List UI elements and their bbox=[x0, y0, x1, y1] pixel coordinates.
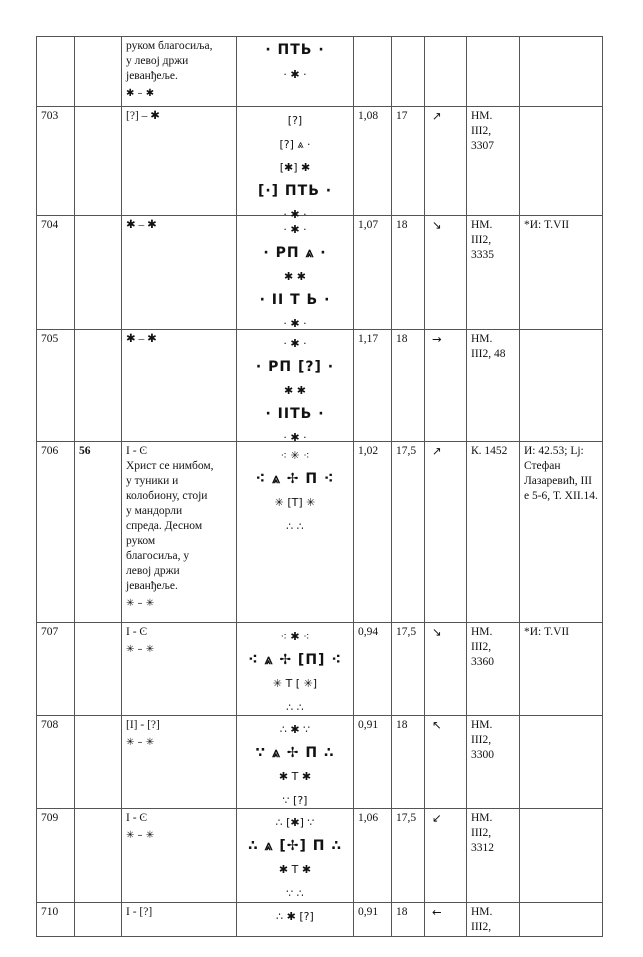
type-number bbox=[74, 107, 121, 215]
seal-line: ∴ ∴ bbox=[286, 519, 304, 533]
seal-line: · ✱ · bbox=[283, 223, 307, 236]
diameter-cell: 17,5 bbox=[391, 442, 424, 622]
catalogue-table bbox=[36, 36, 603, 937]
seal-line: ∴ ∴ bbox=[286, 700, 304, 714]
collection-cell: К. 1452 bbox=[466, 442, 519, 622]
legend-marker: ✳ – ✳ bbox=[126, 830, 155, 841]
description-line: руком bbox=[126, 535, 156, 547]
reference-cell bbox=[519, 107, 603, 215]
table-row bbox=[36, 36, 603, 107]
description-line: колобиону, стоји bbox=[126, 490, 208, 502]
collection-cell: НМ. III2, 3307 bbox=[466, 107, 519, 215]
seal-line: ∴ ⩓ [✢] П ∴ bbox=[247, 837, 343, 854]
type-number bbox=[74, 216, 121, 329]
description-line: І - Ͼ bbox=[126, 445, 148, 457]
reference-cell bbox=[519, 37, 603, 106]
catalogue-number bbox=[36, 37, 74, 106]
description-line: левој држи bbox=[126, 565, 180, 577]
catalogue-number: 703 bbox=[36, 107, 74, 215]
table-row bbox=[36, 623, 603, 716]
diameter-cell: 18 bbox=[391, 216, 424, 329]
legend-marker: ✱ – ✱ bbox=[126, 88, 155, 99]
seal-drawing bbox=[236, 37, 353, 106]
weight-cell: 1,06 bbox=[353, 809, 391, 902]
table-row bbox=[36, 442, 603, 623]
seal-line: ✱ Т ✱ bbox=[278, 770, 312, 784]
table-row bbox=[36, 330, 603, 445]
description-line: благосиља, у bbox=[126, 550, 190, 562]
diameter-cell bbox=[391, 37, 424, 106]
seal-line: · РП [?] · bbox=[255, 358, 335, 375]
type-number bbox=[74, 37, 121, 106]
description-line: у туники и bbox=[126, 475, 179, 487]
weight-cell: 0,91 bbox=[353, 903, 391, 936]
seal-drawing bbox=[236, 107, 353, 222]
description-line: спреда. Десном bbox=[126, 520, 203, 532]
seal-line: · ІІ Т Ь · bbox=[259, 291, 331, 308]
description-cell bbox=[121, 37, 236, 106]
diameter-cell: 18 bbox=[391, 716, 424, 808]
seal-line: · ✱ · bbox=[283, 67, 307, 81]
collection-cell: НМ. III2, 3335 bbox=[466, 216, 519, 329]
seal-line: ∵ ⩓ ✢ П ∴ bbox=[255, 744, 335, 761]
seal-line: · ✱ · bbox=[283, 317, 307, 331]
description-cell bbox=[121, 716, 236, 808]
description-line: руком благосиља, bbox=[126, 40, 213, 52]
seal-line: ✱ ✱ bbox=[284, 270, 306, 284]
type-number bbox=[74, 716, 121, 808]
seal-line: ∴ [✱] ∵ bbox=[275, 816, 315, 829]
legend-marker: ✳ – ✳ bbox=[126, 598, 155, 609]
reference-cell bbox=[519, 716, 603, 808]
reference-cell bbox=[519, 903, 603, 936]
seal-line: ⁖ ✱ ⁖ bbox=[280, 630, 310, 643]
description-line: І - Ͼ bbox=[126, 626, 148, 638]
axis-arrow-icon: ← bbox=[432, 905, 442, 919]
seal-line: ⁖ ⩓ ✢ [П] ⁖ bbox=[248, 651, 342, 668]
seal-line: ∵ [?] bbox=[282, 793, 308, 807]
diameter-cell: 18 bbox=[391, 330, 424, 441]
description-line: Христ се нимбом, bbox=[126, 460, 214, 472]
weight-cell: 1,17 bbox=[353, 330, 391, 441]
seal-line: · ПТЬ · bbox=[265, 42, 325, 58]
collection-cell: НМ. III2, 3360 bbox=[466, 623, 519, 715]
type-number: 56 bbox=[74, 442, 121, 622]
seal-line: ⁖ ✳ ⁖ bbox=[280, 449, 310, 462]
reference-cell bbox=[519, 809, 603, 902]
type-number bbox=[74, 623, 121, 715]
catalogue-number: 707 bbox=[36, 623, 74, 715]
die-axis-cell bbox=[424, 903, 466, 936]
seal-line: [?] bbox=[287, 114, 303, 127]
collection-cell: НМ. III2, 48 bbox=[466, 330, 519, 441]
description-cell bbox=[121, 809, 236, 902]
seal-drawing bbox=[236, 442, 353, 622]
seal-drawing bbox=[236, 330, 353, 445]
seal-line: ∵ ∴ bbox=[286, 886, 304, 900]
seal-line: · ✱ · bbox=[283, 337, 307, 350]
catalogue-number: 709 bbox=[36, 809, 74, 902]
seal-drawing bbox=[236, 716, 353, 808]
description-line: јеванђеље. bbox=[126, 70, 178, 82]
type-number bbox=[74, 330, 121, 441]
catalogue-number: 708 bbox=[36, 716, 74, 808]
axis-arrow-icon: ↗ bbox=[432, 444, 442, 458]
weight-cell: 0,91 bbox=[353, 716, 391, 808]
diameter-cell: 17,5 bbox=[391, 623, 424, 715]
die-axis-cell bbox=[424, 442, 466, 622]
reference-cell: И: 42.53; Lj: Стефан Лазаревић, III е 5-6, Т. XII.14. bbox=[519, 442, 603, 622]
seal-line: ✳ [Т] ✳ bbox=[274, 496, 316, 510]
seal-line: · ✱ · bbox=[283, 431, 307, 445]
seal-drawing bbox=[236, 216, 353, 329]
description-cell bbox=[121, 330, 236, 441]
diameter-cell: 18 bbox=[391, 903, 424, 936]
catalogue-number: 705 bbox=[36, 330, 74, 441]
seal-line: ⁖ ⩓ ✢ П ⁖ bbox=[255, 470, 335, 487]
type-number bbox=[74, 903, 121, 936]
weight-cell bbox=[353, 37, 391, 106]
weight-cell: 0,94 bbox=[353, 623, 391, 715]
catalogue-number: 706 bbox=[36, 442, 74, 622]
description-line: ✱ – ✱ bbox=[126, 333, 157, 345]
catalogue-number: 710 bbox=[36, 903, 74, 936]
table-row bbox=[36, 809, 603, 903]
catalogue-number: 704 bbox=[36, 216, 74, 329]
description-line: јеванђеље. bbox=[126, 580, 178, 592]
seal-line: [✱] ✱ bbox=[279, 161, 311, 175]
seal-line: ✱ Т ✱ bbox=[278, 863, 312, 877]
diameter-cell: 17,5 bbox=[391, 809, 424, 902]
table-row bbox=[36, 716, 603, 809]
collection-cell: НМ. III2, 3300 bbox=[466, 716, 519, 808]
axis-arrow-icon: ↘ bbox=[432, 218, 442, 232]
axis-arrow-icon: ↘ bbox=[432, 625, 442, 639]
seal-line: [·] ПТЬ · bbox=[257, 182, 333, 199]
reference-cell bbox=[519, 330, 603, 441]
description-cell bbox=[121, 623, 236, 715]
collection-cell bbox=[466, 37, 519, 106]
description-cell bbox=[121, 442, 236, 622]
description-cell bbox=[121, 216, 236, 329]
table-row bbox=[36, 903, 603, 937]
seal-line: · ІІТЬ · bbox=[265, 405, 325, 422]
die-axis-cell bbox=[424, 623, 466, 715]
die-axis-cell bbox=[424, 330, 466, 441]
seal-line: · РП ⩓ · bbox=[263, 244, 327, 261]
die-axis-cell bbox=[424, 809, 466, 902]
seal-line: [?] ⩓ · bbox=[279, 137, 311, 151]
seal-line: ∴ ✱ ∵ bbox=[279, 723, 311, 736]
reference-cell: *И: T.VII bbox=[519, 623, 603, 715]
description-line: І - Ͼ bbox=[126, 812, 148, 824]
collection-cell: НМ. III2, 3312 bbox=[466, 809, 519, 902]
axis-arrow-icon: → bbox=[432, 332, 442, 346]
table-row bbox=[36, 107, 603, 222]
description-line: [І] - [?] bbox=[126, 719, 160, 731]
type-number bbox=[74, 809, 121, 902]
legend-marker: ✳ – ✳ bbox=[126, 644, 155, 655]
description-line: [?] – ✱ bbox=[126, 110, 160, 122]
table-row bbox=[36, 216, 603, 330]
description-line: у левој држи bbox=[126, 55, 189, 67]
collection-cell: НМ. III2, bbox=[466, 903, 519, 936]
seal-drawing bbox=[236, 809, 353, 902]
description-cell bbox=[121, 107, 236, 215]
die-axis-cell bbox=[424, 216, 466, 329]
weight-cell: 1,02 bbox=[353, 442, 391, 622]
axis-arrow-icon: ↙ bbox=[432, 811, 442, 825]
diameter-cell: 17 bbox=[391, 107, 424, 215]
reference-cell: *И: T.VII bbox=[519, 216, 603, 329]
seal-line: ✱ ✱ bbox=[284, 384, 306, 398]
die-axis-cell bbox=[424, 37, 466, 106]
description-line: у мандорли bbox=[126, 505, 183, 517]
description-line: ✱ – ✱ bbox=[126, 219, 157, 231]
description-line: І - [?] bbox=[126, 906, 153, 918]
seal-line: · ✱ · bbox=[283, 208, 307, 222]
die-axis-cell bbox=[424, 716, 466, 808]
die-axis-cell bbox=[424, 107, 466, 215]
legend-marker: ✳ – ✳ bbox=[126, 737, 155, 748]
seal-drawing bbox=[236, 623, 353, 715]
seal-line: ∴ ✱ [?] bbox=[276, 910, 314, 923]
seal-line: ✳ Т [ ✳] bbox=[272, 677, 318, 691]
seal-drawing bbox=[236, 903, 353, 936]
weight-cell: 1,07 bbox=[353, 216, 391, 329]
axis-arrow-icon: ↗ bbox=[432, 109, 442, 123]
description-cell bbox=[121, 903, 236, 936]
axis-arrow-icon: ↖ bbox=[432, 718, 442, 732]
weight-cell: 1,08 bbox=[353, 107, 391, 215]
